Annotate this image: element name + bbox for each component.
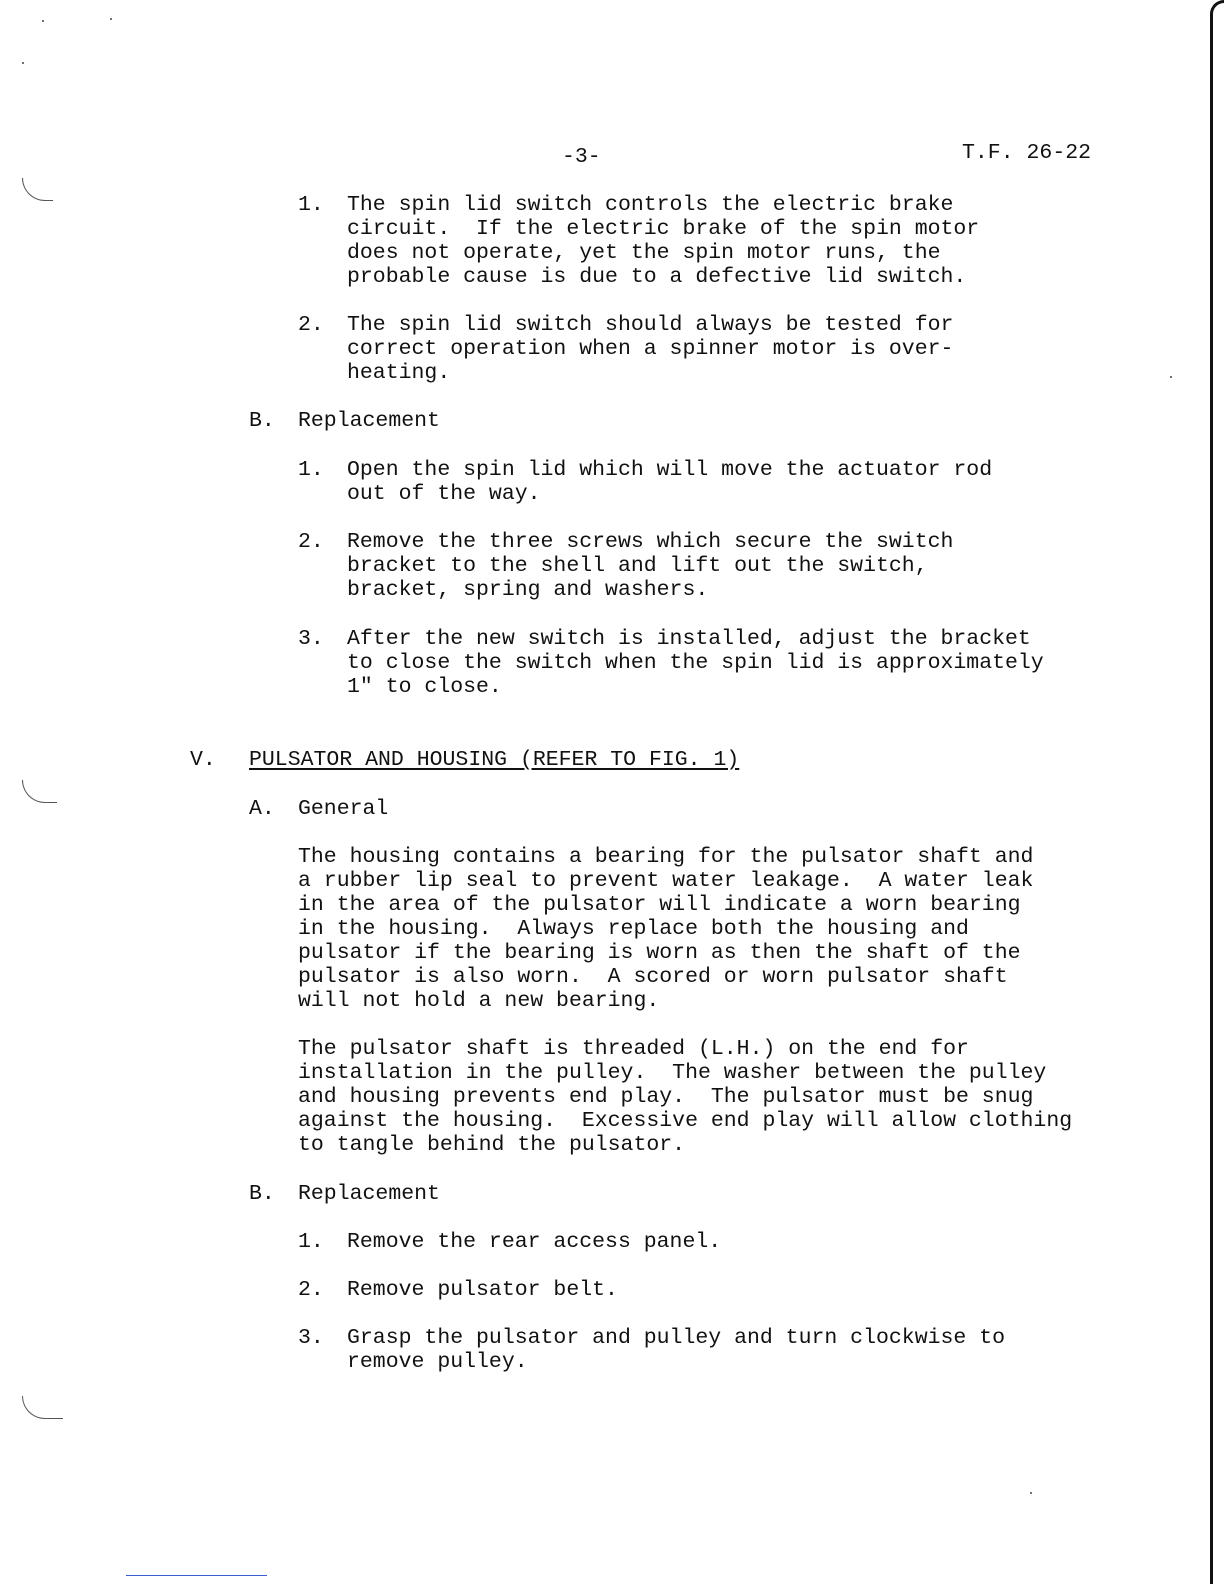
list-item-line: After the new switch is installed, adjust the bracket — [347, 627, 1031, 651]
list-item-line: The spin lid switch should always be tested for — [347, 313, 954, 337]
section-numeral: V. — [190, 748, 216, 772]
list-item-line: The spin lid switch controls the electric brake — [347, 193, 954, 217]
paragraph-line: pulsator is also worn. A scored or worn pulsator shaft — [298, 965, 1008, 989]
scan-speck — [22, 62, 24, 64]
list-number: 2. — [298, 1278, 324, 1302]
list-number: 2. — [298, 313, 324, 337]
list-number: 3. — [298, 1326, 324, 1350]
list-item-line: bracket, spring and washers. — [347, 578, 709, 602]
list-number: 1. — [298, 193, 324, 217]
list-item-line: 1" to close. — [347, 675, 502, 699]
scan-speck — [1030, 1492, 1032, 1494]
document-id: T.F. 26-22 — [962, 141, 1092, 165]
paragraph-line: to tangle behind the pulsator. — [298, 1133, 686, 1157]
scan-speck — [110, 18, 112, 20]
scan-line — [126, 1575, 267, 1576]
list-item-line: correct operation when a spinner motor is over- — [347, 337, 954, 361]
subsection-title: Replacement — [298, 1182, 440, 1206]
list-number: 2. — [298, 530, 324, 554]
subsection-title: General — [298, 797, 389, 821]
list-item-line: heating. — [347, 361, 451, 385]
subsection-letter: A. — [249, 797, 275, 821]
paragraph-line: in the housing. Always replace both the housing and — [298, 917, 969, 941]
list-item-line: probable cause is due to a defective lid switch. — [347, 265, 967, 289]
list-item-line: Grasp the pulsator and pulley and turn clockwise to — [347, 1326, 1006, 1350]
list-item-line: bracket to the shell and lift out the switch, — [347, 554, 928, 578]
list-number: 1. — [298, 458, 324, 482]
scan-mark — [22, 1396, 63, 1419]
scan-speck — [42, 20, 44, 22]
list-item-line: Open the spin lid which will move the actuator rod — [347, 458, 993, 482]
paragraph-line: will not hold a new bearing. — [298, 989, 660, 1013]
page-number: -3- — [562, 145, 601, 169]
scan-mark — [22, 178, 53, 201]
subsection-letter: B. — [249, 1182, 275, 1206]
list-item-line: Remove the three screws which secure the switch — [347, 530, 954, 554]
paragraph-line: The pulsator shaft is threaded (L.H.) on the end for — [298, 1037, 969, 1061]
list-item-line: remove pulley. — [347, 1350, 528, 1374]
list-number: 1. — [298, 1230, 324, 1254]
list-item-line: does not operate, yet the spin motor runs, the — [347, 241, 941, 265]
list-item-line: circuit. If the electric brake of the spin motor — [347, 217, 980, 241]
paragraph-line: against the housing. Excessive end play will allow clothing — [298, 1109, 1073, 1133]
list-item-line: Remove pulsator belt. — [347, 1278, 618, 1302]
paragraph-line: in the area of the pulsator will indicate a worn bearing — [298, 893, 1021, 917]
scan-speck — [1170, 376, 1172, 378]
paragraph-line: and housing prevents end play. The pulsator must be snug — [298, 1085, 1034, 1109]
paragraph-line: installation in the pulley. The washer between the pulley — [298, 1061, 1047, 1085]
section-title: PULSATOR AND HOUSING (REFER TO FIG. 1) — [249, 748, 740, 772]
subsection-letter: B. — [249, 409, 275, 433]
list-item-line: out of the way. — [347, 482, 541, 506]
page-edge — [1210, 0, 1224, 1584]
paragraph-line: The housing contains a bearing for the pulsator shaft and — [298, 845, 1034, 869]
paragraph-line: a rubber lip seal to prevent water leakage. A water leak — [298, 869, 1034, 893]
scan-mark — [22, 780, 57, 803]
subsection-title: Replacement — [298, 409, 440, 433]
list-item-line: to close the switch when the spin lid is approximately — [347, 651, 1044, 675]
list-number: 3. — [298, 627, 324, 651]
list-item-line: Remove the rear access panel. — [347, 1230, 722, 1254]
paragraph-line: pulsator if the bearing is worn as then the shaft of the — [298, 941, 1021, 965]
